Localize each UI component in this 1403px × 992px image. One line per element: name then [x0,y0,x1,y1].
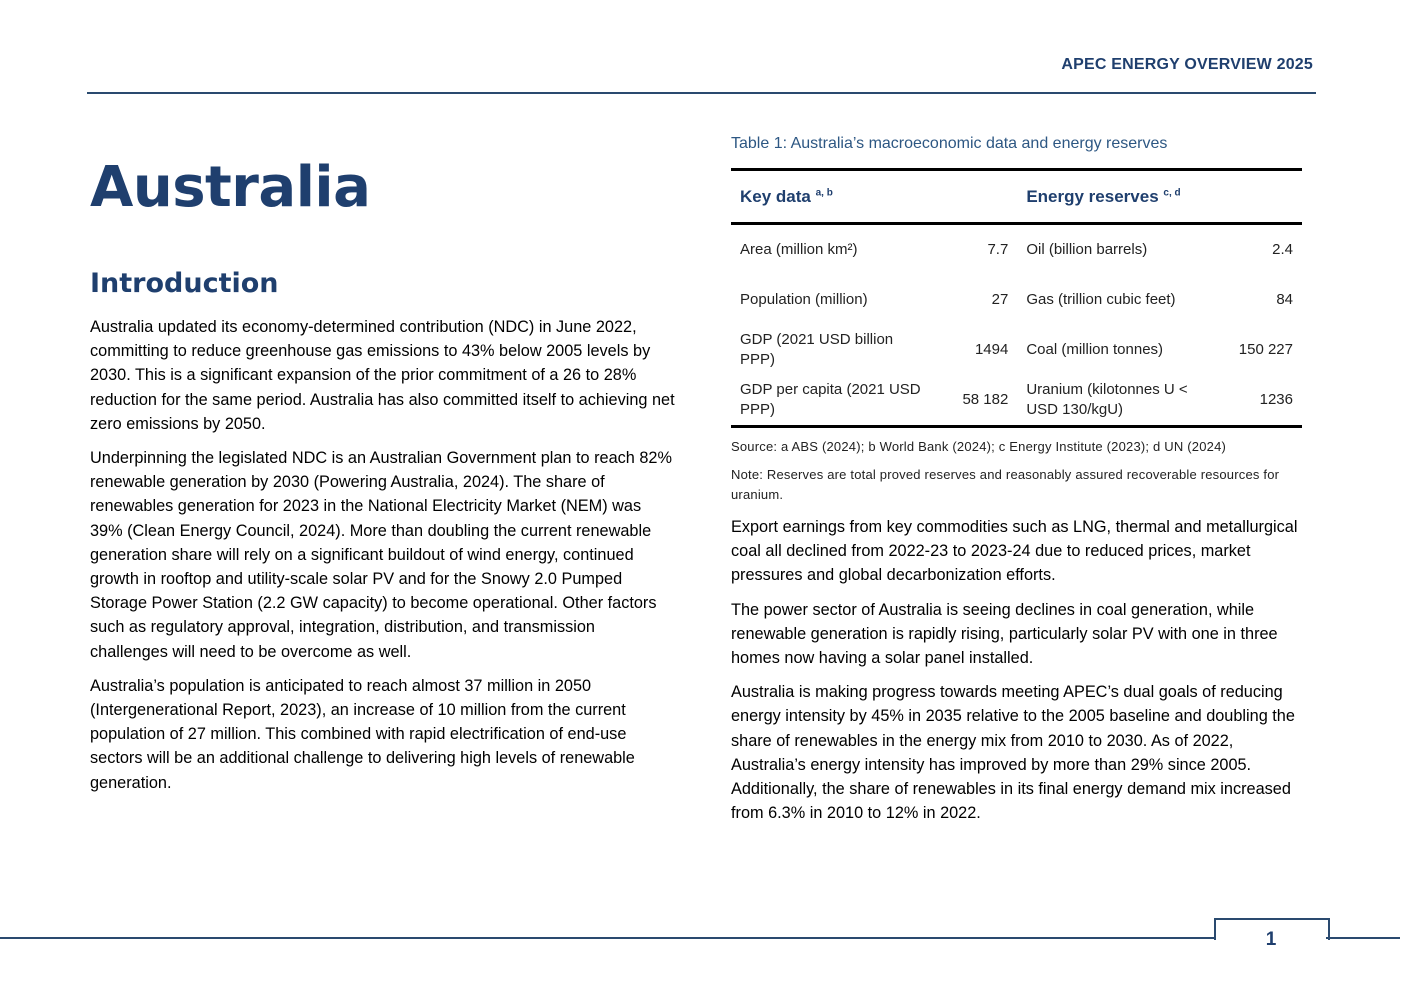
reserve-label: Oil (billion barrels) [1026,241,1148,258]
key-data-header-label: Key data [740,186,811,206]
right-body [731,515,1311,825]
footer-rule-right [1326,937,1400,939]
right-column [731,132,1311,835]
intro-paragraph-3: Australia’s population is anticipated to reach almost 37 million in 2050 (Intergenerational Report, 2023), an increase of 10 million from the current population of 27 million. This combined with rapid electrification of end-use sectors will be an additional challenge to delivering high levels of renewable generation. [90,676,635,792]
header-rule [87,92,1316,94]
section-heading: Introduction [90,268,279,299]
energy-reserves-footnote-marks: c, d [1163,186,1181,198]
key-value: 27 [991,291,1009,308]
reserve-label: Gas (trillion cubic feet) [1026,291,1176,308]
key-value: 7.7 [987,241,1009,258]
table-row [731,325,1302,375]
table-header-row [731,170,1302,224]
energy-reserves-header-label: Energy reserves [1026,186,1159,206]
intro-paragraph-1: Australia updated its economy-determined contribution (NDC) in June 2022, committing to reduce greenhouse gas emissions to 43% below 2005 levels by 2030. This is a significant expansion of the prior commitment of a 26 to 28% reduction for the same period. Australia has also committed itself to achieving net zero emissions by 2050. [90,318,675,433]
reserve-value: 150 227 [1238,341,1293,358]
left-column [90,150,675,805]
reserve-value: 2.4 [1272,241,1293,258]
key-data-footnote-marks: a, b [815,186,833,198]
reserve-label: Coal (million tonnes) [1026,341,1164,358]
running-header: APEC ENERGY OVERVIEW 2025 [1061,56,1313,73]
table-caption: Table 1: Australia’s macroeconomic data and energy reserves [731,135,1168,152]
reserve-value: 84 [1276,291,1293,308]
key-value: 58 182 [962,391,1009,408]
key-label: Area (million km²) [740,241,858,258]
table-note: Note: Reserves are total proved reserves and reasonably assured recoverable resources for uranium. [731,467,1280,502]
intro-paragraph-2: Underpinning the legislated NDC is an Australian Government plan to reach 82% renewable generation by 2030 (Powering Australia, 2024). The share of renewables generation for 2023 in the National Electricity Market (NEM) was 39% (Clean Energy Council, 2024). More than doubling the current renewable generation share will rely on a significant buildout of wind energy, continued growth in rooftop and utility-scale solar PV and for the Snowy 2.0 Pumped Storage Power Station (2.2 GW capacity) to become operational. Other factors such as regulatory approval, integration, distribution, and transmission challenges will need to be overcome as well. [90,449,672,661]
key-value: 1494 [974,341,1009,358]
key-data-header [731,170,1017,224]
footer-rule [0,937,1215,939]
reserve-label: Uranium (kilotonnes U < USD 130/kgU) [1026,381,1188,418]
table-row [731,375,1302,427]
table-row [731,224,1302,276]
table-source: Source: a ABS (2024); b World Bank (2024); c Energy Institute (2023); d UN (2024) [731,439,1227,454]
body-paragraph-3: Australia is making progress towards meeting APEC’s dual goals of reducing energy intensity by 45% in 2035 relative to the 2005 baseline and doubling the share of renewables in the energy mix from 2010 to 2030. As of 2022, Australia’s energy intensity has improved by more than 29% since 2005. Additionally, the share of renewables in its final energy demand mix increased from 6.3% in 2010 to 12% in 2022. [731,683,1295,823]
table-row [731,275,1302,325]
body-paragraph-2: The power sector of Australia is seeing declines in coal generation, while renewable generation is rapidly rising, particularly solar PV with one in three homes now having a solar panel installed. [731,600,1278,668]
page-number: 1 [1265,929,1277,950]
key-label: GDP per capita (2021 USD PPP) [740,381,921,418]
key-label: Population (million) [740,291,868,308]
energy-reserves-header [1017,170,1302,224]
key-label: GDP (2021 USD billion PPP) [740,331,894,368]
body-paragraph-1: Export earnings from key commodities such as LNG, thermal and metallurgical coal all declined from 2022-23 to 2023-24 due to reduced prices, market pressures and global decarbonization efforts. [731,518,1298,585]
reserve-value: 1236 [1259,391,1293,408]
macro-data-table [731,168,1302,428]
page-title: Australia [90,155,371,220]
